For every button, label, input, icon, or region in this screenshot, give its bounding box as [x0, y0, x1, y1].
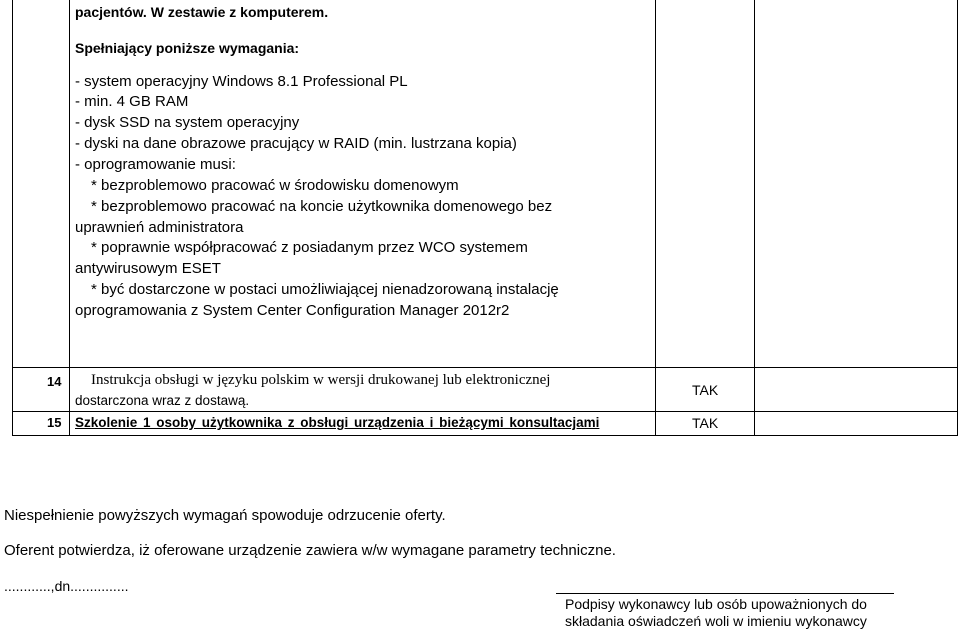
spec-line: oprogramowania z System Center Configuration Manager 2012r2 [75, 302, 510, 319]
signature-caption-line1: Podpisy wykonawcy lub osób upoważnionych do [565, 596, 867, 612]
confirmation-text: Oferent potwierdza, iż oferowane urządzenie zawiera w/w wymagane parametry techniczne. [4, 542, 616, 559]
spec-line: * poprawnie współpracować z posiadanym przez WCO systemem [91, 239, 528, 256]
row-value: TAK [692, 382, 719, 398]
spec-line: * bezproblemowo pracować w środowisku domenowym [91, 177, 459, 194]
table-row-divider-1 [12, 367, 958, 368]
spec-line: - system operacyjny Windows 8.1 Professional PL [75, 73, 408, 90]
signature-caption-line2: składania oświadczeń woli w imieniu wykonawcy [565, 613, 867, 629]
spec-line: - oprogramowanie musi: [75, 156, 236, 173]
row-number: 14 [47, 374, 62, 389]
spec-heading-line1: pacjentów. W zestawie z komputerem. [75, 4, 329, 20]
notice-text: Niespełnienie powyższych wymagań spowoduje odrzucenie oferty. [4, 507, 446, 524]
table-col-divider-3 [754, 0, 755, 436]
table-row-divider-2 [12, 411, 958, 412]
place-date-field: ............,dn............... [4, 578, 129, 594]
table-col-divider-1 [69, 0, 70, 436]
row-description: Szkolenie 1 osoby użytkownika z obsługi urządzenia i bieżącymi konsultacjami [75, 415, 600, 430]
spec-heading-line2: Spełniający poniższe wymagania: [75, 40, 300, 56]
spec-line: - dysk SSD na system operacyjny [75, 114, 300, 131]
spec-line: - dyski na dane obrazowe pracujący w RAID (min. lustrzana kopia) [75, 135, 517, 152]
spec-line: antywirusowym ESET [75, 260, 221, 277]
row-number: 15 [47, 415, 62, 430]
signature-line [556, 593, 894, 594]
table-bottom-border [12, 435, 958, 436]
row-description-continued: dostarczona wraz z dostawą. [75, 393, 250, 408]
spec-line: uprawnień administratora [75, 219, 244, 236]
row-value: TAK [692, 415, 719, 431]
spec-line: * bezproblemowo pracować na koncie użytkownika domenowego bez [91, 198, 553, 215]
spec-line: - min. 4 GB RAM [75, 93, 189, 110]
table-col-divider-2 [655, 0, 656, 436]
table-right-border [957, 0, 958, 436]
table-left-border [12, 0, 13, 436]
spec-line: * być dostarczone w postaci umożliwiającej nienadzorowaną instalację [91, 281, 559, 298]
row-description: Instrukcja obsługi w języku polskim w wersji drukowanej lub elektronicznej [91, 372, 551, 388]
